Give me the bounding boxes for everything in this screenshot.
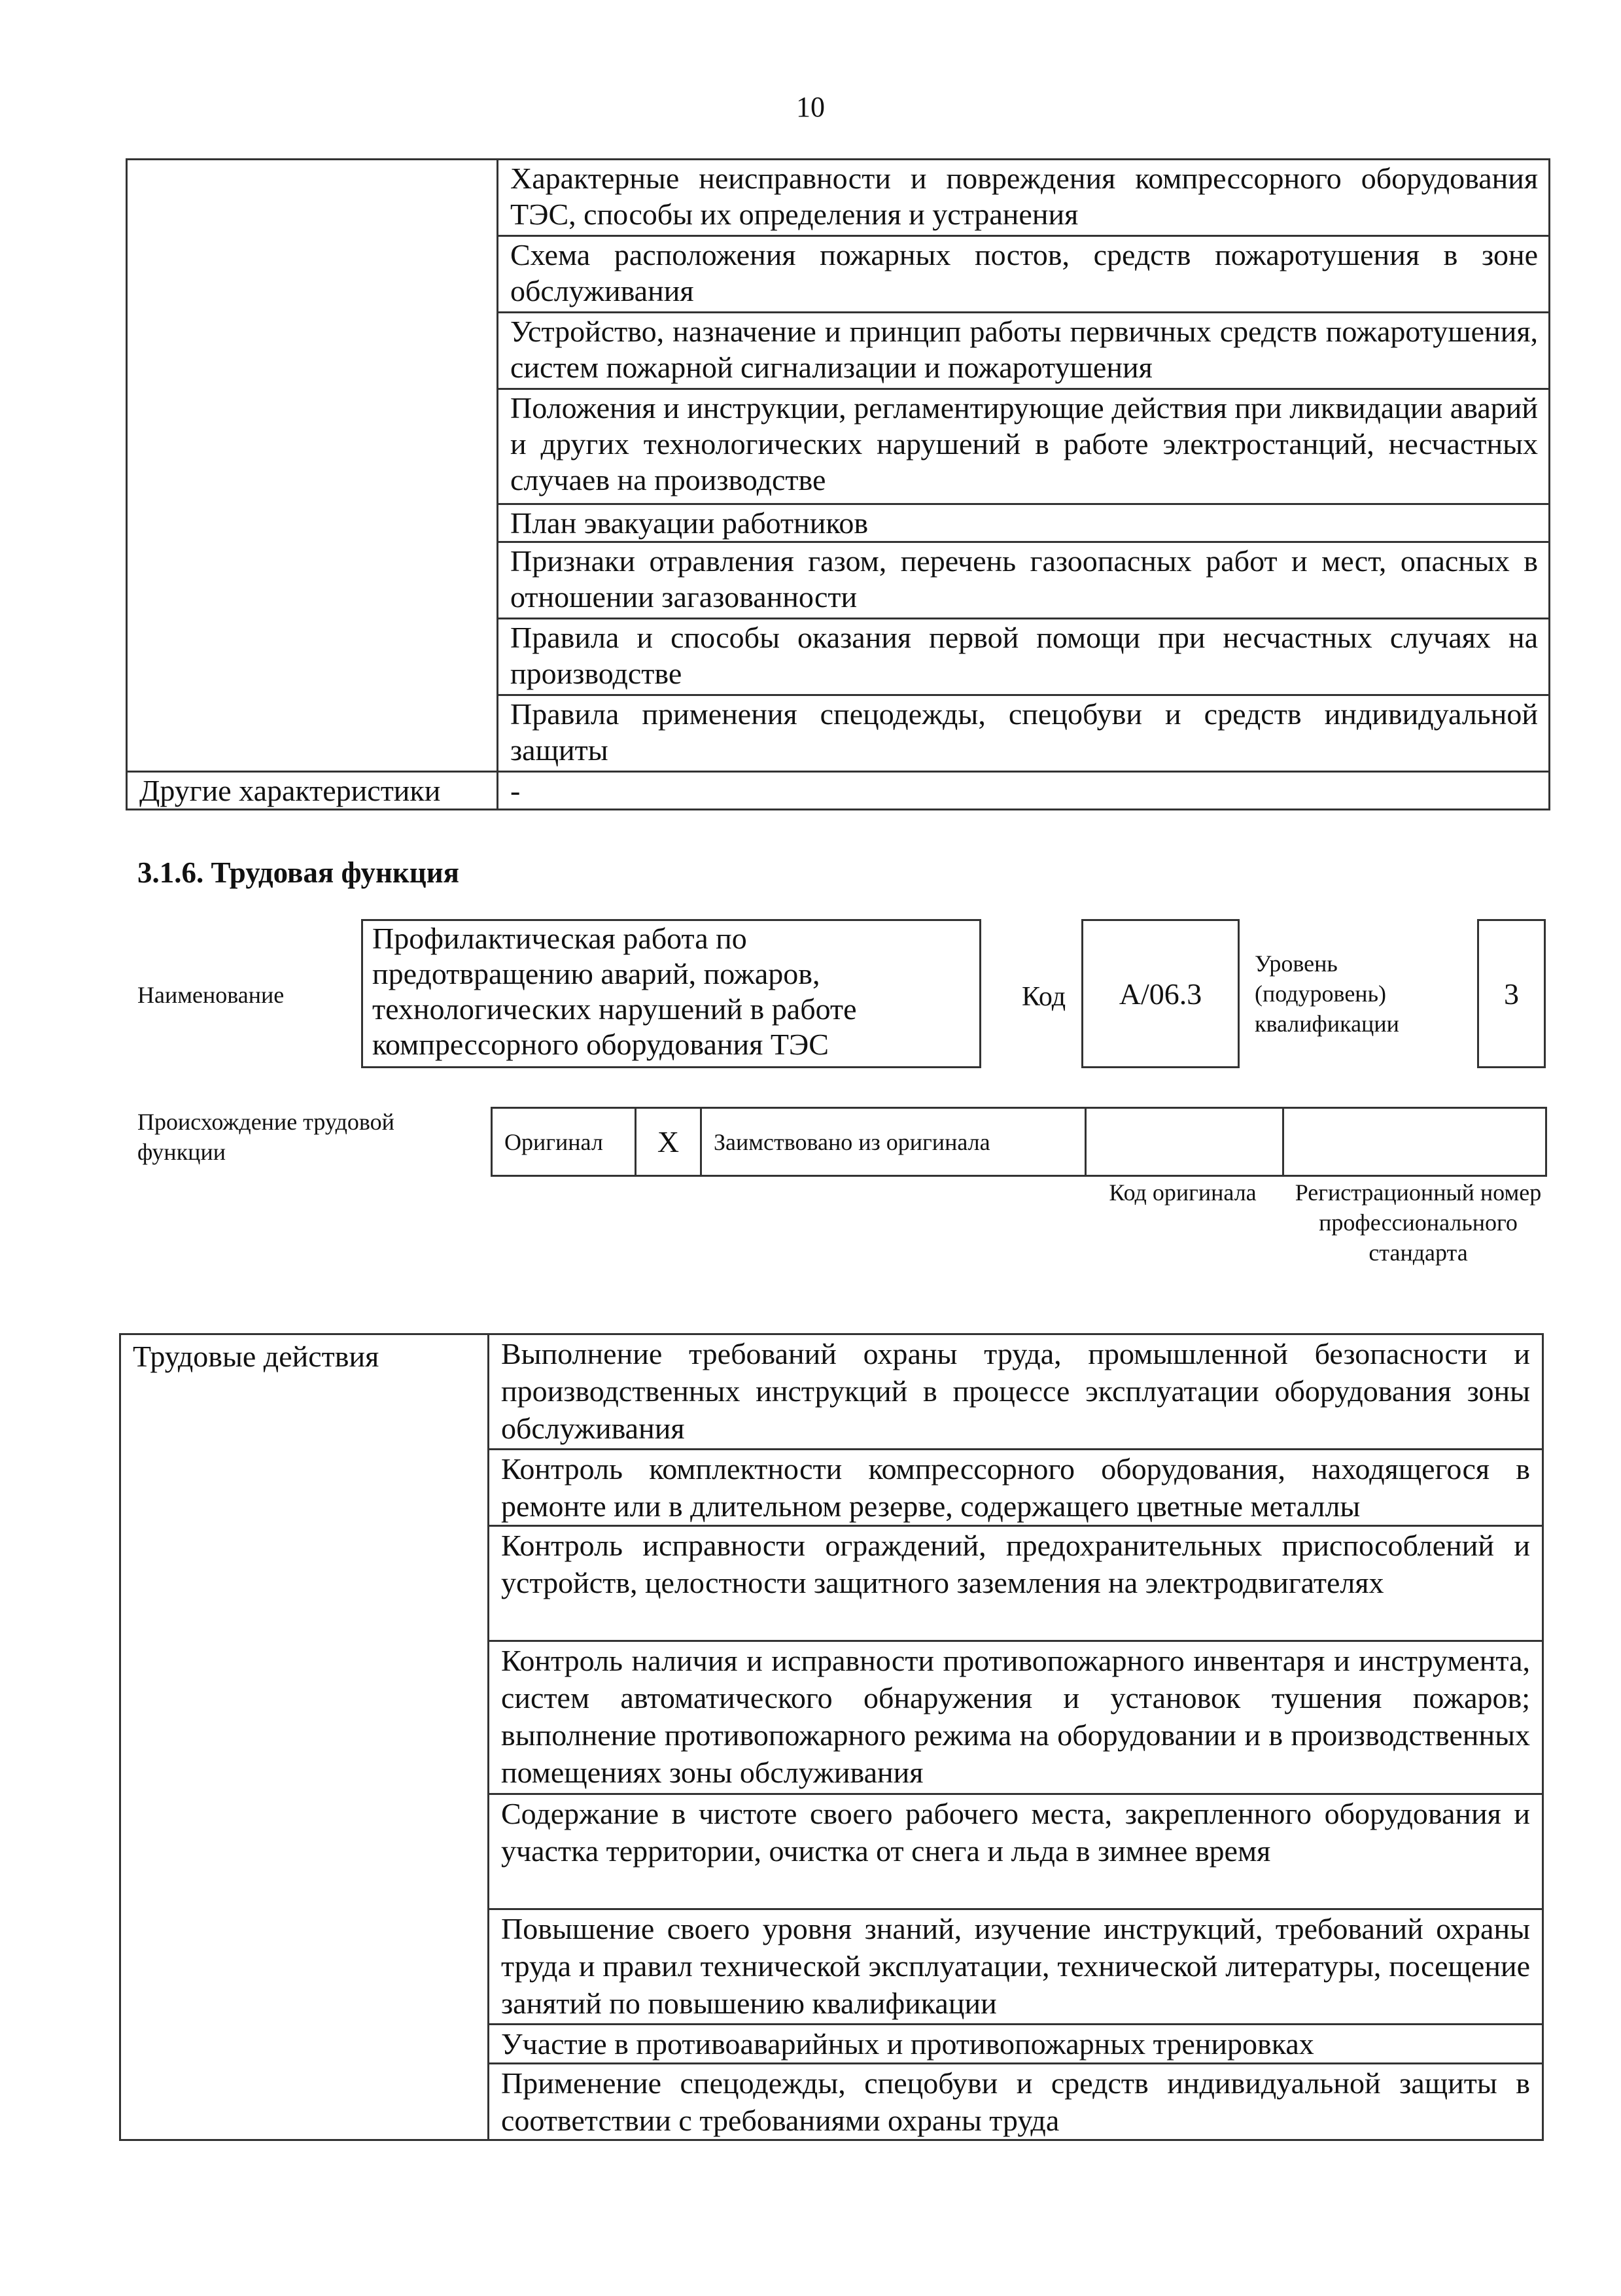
table-cell: План эвакуации работников [498, 504, 1550, 542]
table-row [492, 1108, 1546, 1176]
level-label: Уровень (подуровень) квалификации [1255, 950, 1399, 1037]
borrowed-cell: Заимствовано из оригинала [701, 1108, 1086, 1176]
table-cell: Участие в противоаварийных и противопожарных тренировках [489, 2025, 1543, 2064]
original-code-cell [1086, 1108, 1283, 1176]
original-code-caption: Код оригинала [1109, 1179, 1257, 1206]
table-cell: Содержание в чистоте своего рабочего места, закрепленного оборудования и участка территории, очистка от снега и льда в зимнее время [489, 1794, 1543, 1909]
table-cell: Схема расположения пожарных постов, средств пожаротушения в зоне обслуживания [498, 236, 1550, 313]
origin-table [491, 1107, 1547, 1177]
page-number: 10 [796, 91, 825, 123]
labor-actions-label: Трудовые действия [120, 1334, 489, 2140]
table-cell: Применение спецодежды, спецобуви и средств индивидуальной защиты в соответствии с требованиями охраны труда [489, 2064, 1543, 2140]
origin-label: Происхождение трудовой функции [137, 1109, 394, 1165]
labor-actions-table [119, 1333, 1544, 2141]
registration-number-cell [1283, 1108, 1546, 1176]
table-cell: Выполнение требований охраны труда, промышленной безопасности и производственных инструкций в процессе эксплуатации оборудования зоны обслуживания [489, 1334, 1543, 1450]
table-cell: Контроль комплектности компрессорного оборудования, находящегося в ремонте или в длительном резерве, содержащего цветные металлы [489, 1450, 1543, 1526]
table-cell: Контроль исправности ограждений, предохранительных приспособлений и устройств, целостности защитного заземления на электродвигателях [489, 1526, 1543, 1641]
table-cell: Характерные неисправности и повреждения компрессорного оборудования ТЭС, способы их определения и устранения [498, 160, 1550, 236]
table-cell: Положения и инструкции, регламентирующие действия при ликвидации аварий и других технологических нарушений в работе электростанций, несчастных случаев на производстве [498, 389, 1550, 504]
other-characteristics-label: Другие характеристики [127, 772, 498, 810]
table-cell: Правила и способы оказания первой помощи при несчастных случаях на производстве [498, 619, 1550, 695]
section-title: 3.1.6. Трудовая функция [137, 856, 460, 889]
merged-label-cell [127, 160, 498, 772]
code-box: А/06.3 [1081, 919, 1240, 1068]
original-cell: Оригинал [492, 1108, 636, 1176]
registration-number-caption: Регистрационный номер профессионального стандарта [1295, 1179, 1542, 1266]
table-cell: Устройство, назначение и принцип работы первичных средств пожаротушения, систем пожарной сигнализации и пожаротушения [498, 313, 1550, 389]
other-characteristics-value: - [498, 772, 1550, 810]
knowledge-table [126, 158, 1550, 810]
table-cell: Правила применения спецодежды, спецобуви и средств индивидуальной защиты [498, 695, 1550, 772]
table-cell: Признаки отравления газом, перечень газоопасных работ и мест, опасных в отношении загазованности [498, 542, 1550, 619]
level-box: 3 [1477, 919, 1546, 1068]
name-label: Наименование [137, 982, 285, 1008]
table-row [127, 160, 1550, 236]
table-row [127, 772, 1550, 810]
table-cell: Повышение своего уровня знаний, изучение инструкций, требований охраны труда и правил технической эксплуатации, технической литературы, посещение занятий по повышению квалификации [489, 1909, 1543, 2025]
table-cell: Контроль наличия и исправности противопожарного инвентаря и инструмента, систем автоматического обнаружения и установок тушения пожаров; выполнение противопожарного режима на оборудовании и в производственных помещениях зоны обслуживания [489, 1641, 1543, 1794]
original-mark: X [636, 1108, 701, 1176]
table-row [120, 1334, 1543, 1450]
code-label: Код [1022, 982, 1066, 1012]
name-box: Профилактическая работа по предотвращению аварий, пожаров, технологических нарушений в работе компрессорного оборудования ТЭС [361, 919, 981, 1068]
